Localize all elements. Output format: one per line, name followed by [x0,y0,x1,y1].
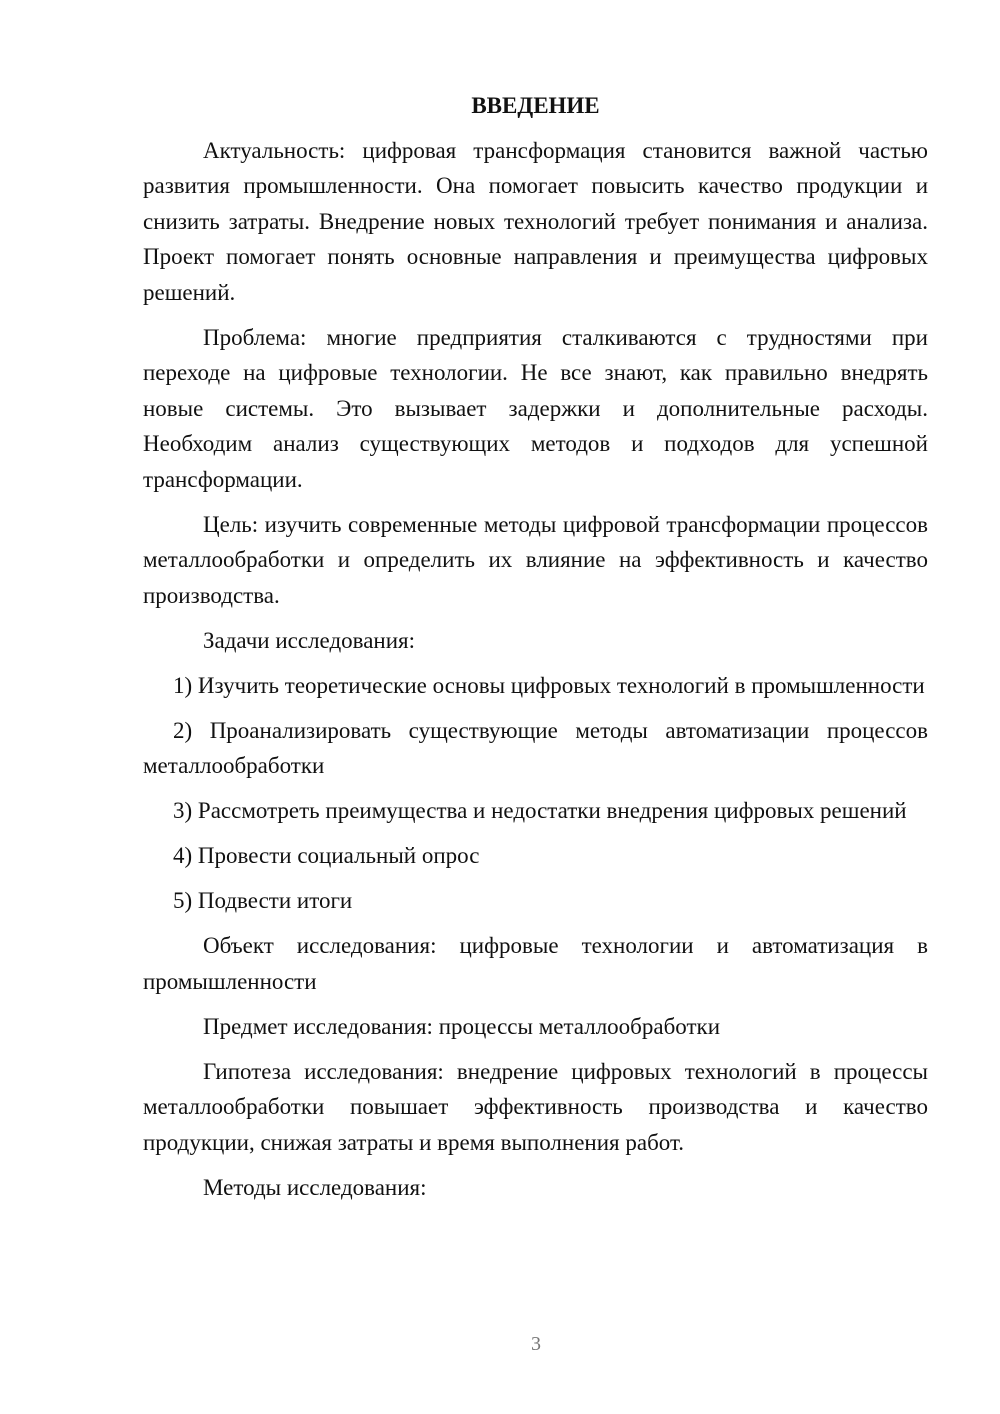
task-item-1: 1) Изучить теоретические основы цифровых технологий в промышленности [173,672,925,698]
paragraph-object: Объект исследования: цифровые технологии и автоматизация в промышленности [143,933,928,994]
task-item-5: 5) Подвести итоги [173,888,353,913]
task-item-4: 4) Провести социальный опрос [173,843,480,868]
paragraph-hypothesis: Гипотеза исследования: внедрение цифровых технологий в процессы металлообработки повышает эффективность производства и качество продукции, снижая затраты и время выполнения работ. [143,1058,928,1155]
document-page [143,88,928,1215]
task-item-3: 3) Рассмотреть преимущества и недостатки внедрения цифровых решений [173,798,907,823]
paragraph-problem: Проблема: многие предприятия сталкиваются с трудностями при переходе на цифровые технологии. Не все знают, как правильно внедрять новые системы. Это вызывает задержки и дополнительные расходы. Необходим анализ существующих методов и подходов для успешной трансформации. [143,324,928,492]
section-title: ВВЕДЕНИЕ [471,93,600,118]
paragraph-subject: Предмет исследования: процессы металлообработки [203,1013,721,1039]
paragraph-relevance: Актуальность: цифровая трансформация становится важной частью развития промышленности. Она помогает повысить качество продукции и снизить затраты. Внедрение новых технологий требует понимания и анализа. Проект помогает понять основные направления и преимущества цифровых решений. [143,137,928,305]
paragraph-methods: Методы исследования: [203,1174,427,1200]
page-number: 3 [531,1333,541,1355]
task-item-2: 2) Проанализировать существующие методы автоматизации процессов металлообработки [143,717,928,778]
paragraph-goal: Цель: изучить современные методы цифровой трансформации процессов металлообработки и определить их влияние на эффективность и качество производства. [143,511,928,608]
paragraph-tasks-heading: Задачи исследования: [203,627,416,653]
